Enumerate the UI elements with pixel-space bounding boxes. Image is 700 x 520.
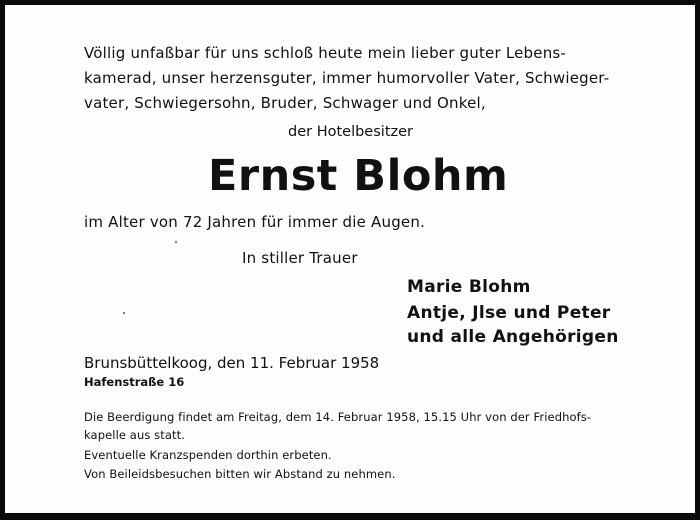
place-date: Brunsbüttelkoog, den 11. Februar 1958	[84, 354, 380, 372]
deceased-name: Ernst Blohm	[208, 151, 509, 201]
deceased-role: der Hotelbesitzer	[288, 124, 413, 140]
intro-line-3: vater, Schwiegersohn, Bruder, Schwager und Onkel,	[84, 94, 486, 112]
print-speck	[123, 312, 125, 314]
age-line: im Alter von 72 Jahren für immer die Augen.	[84, 213, 426, 231]
mourning-phrase: In stiller Trauer	[242, 249, 358, 267]
street-address: Hafenstraße 16	[84, 375, 185, 389]
footer-line-2: kapelle aus statt.	[84, 428, 186, 442]
intro-line-1: Völlig unfaßbar für uns schloß heute mein lieber guter Lebens-	[84, 44, 567, 62]
footer-line-3: Eventuelle Kranzspenden dorthin erbeten.	[84, 448, 332, 462]
footer-line-4: Von Beileidsbesuchen bitten wir Abstand zu nehmen.	[84, 467, 396, 481]
mourner-1: Marie Blohm	[407, 277, 531, 297]
print-speck	[175, 241, 177, 243]
mourner-2: Antje, Jlse und Peter	[407, 303, 611, 323]
intro-line-2: kamerad, unser herzensguter, immer humorvoller Vater, Schwieger-	[84, 69, 610, 87]
footer-line-1: Die Beerdigung findet am Freitag, dem 14. Februar 1958, 15.15 Uhr von der Friedhofs-	[84, 410, 592, 424]
mourner-3: und alle Angehörigen	[407, 327, 619, 347]
